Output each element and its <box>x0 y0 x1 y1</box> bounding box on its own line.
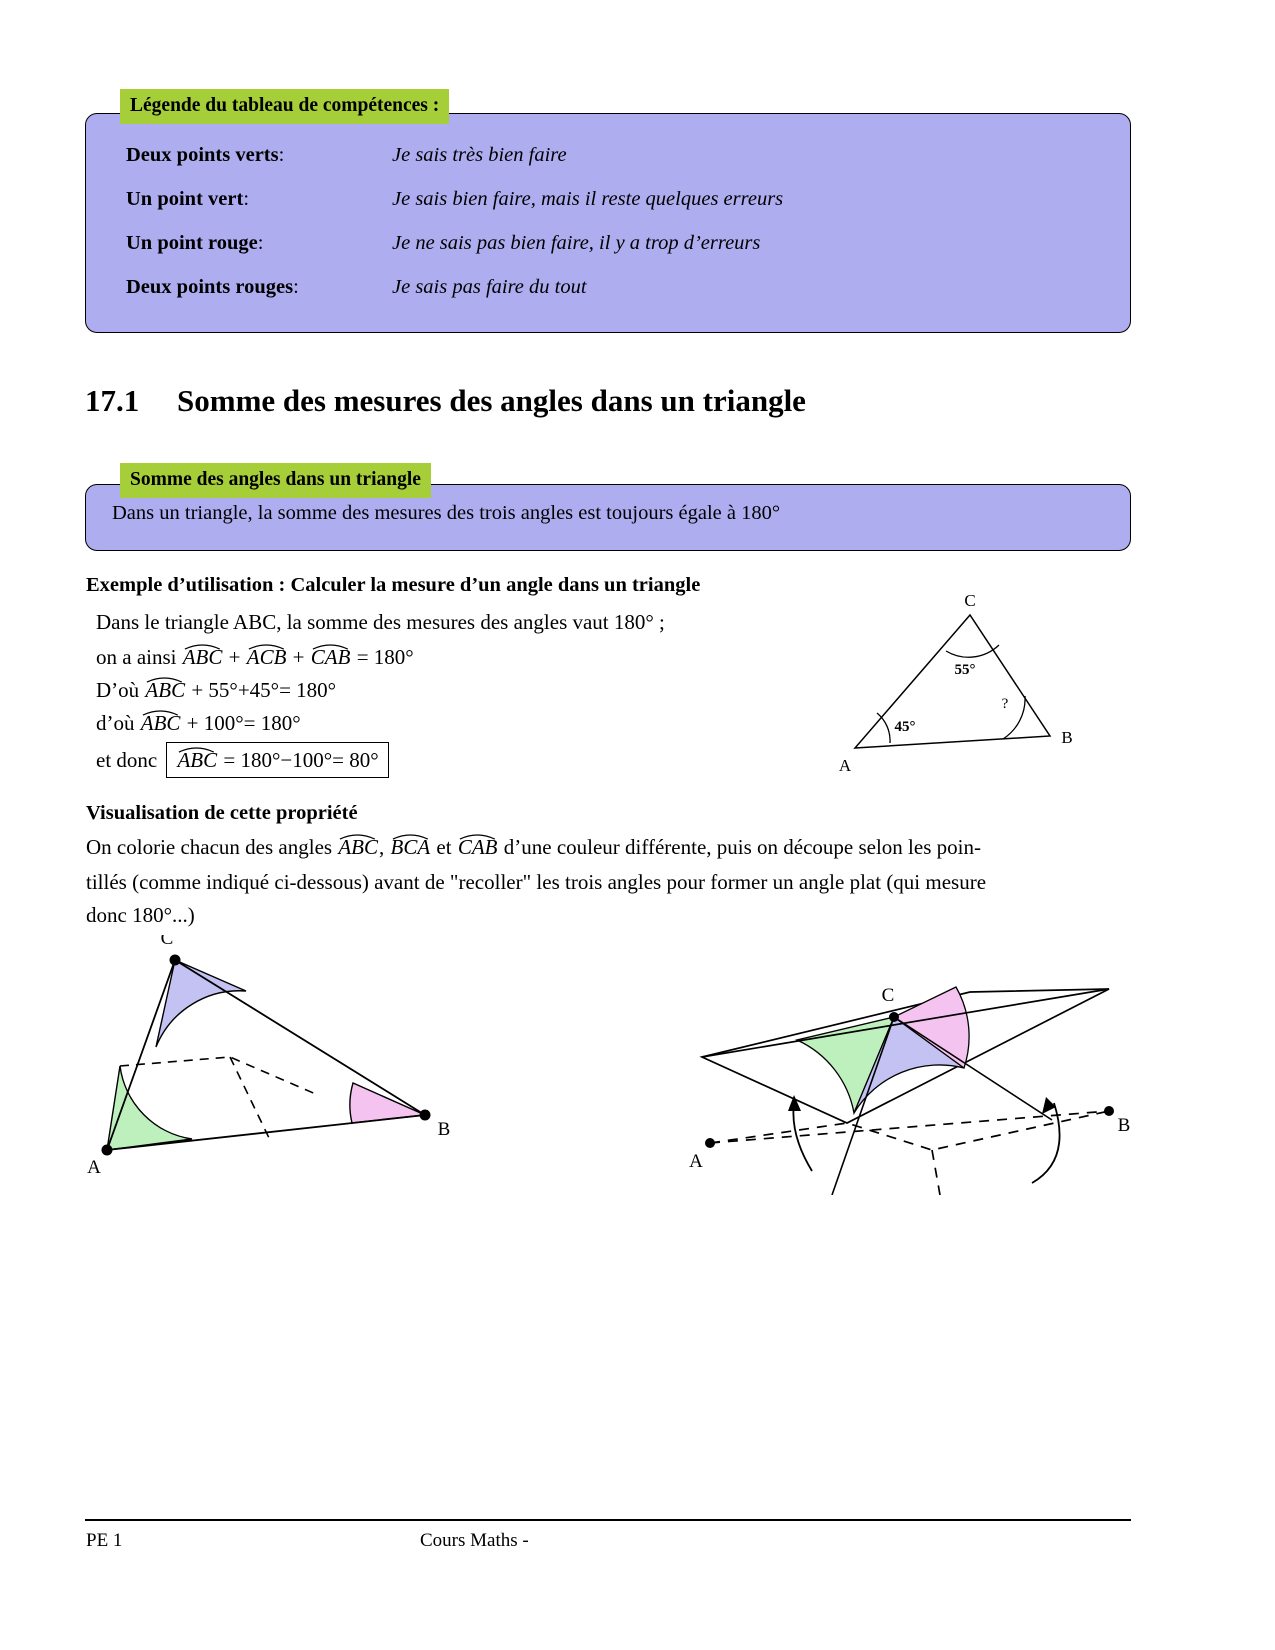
legend-separator: : <box>293 276 299 298</box>
arrowhead-right <box>1042 1097 1056 1114</box>
dashed-outline-upper <box>710 1111 1109 1150</box>
cut-line-lower <box>230 1057 270 1140</box>
visu-line1-prefix: On colorie chacun des angles <box>86 835 333 859</box>
cut-line-upper <box>120 1057 318 1095</box>
comma: , <box>379 835 385 859</box>
example-line3-prefix: D’où <box>96 678 140 702</box>
vertex-label-c: C <box>160 935 174 949</box>
angle-value-a: 45° <box>894 719 916 735</box>
angle-cab-notation <box>311 643 351 670</box>
legend-term: Deux points rouges <box>126 276 294 298</box>
angle-label: ABC <box>338 835 378 859</box>
legend-description: Je sais pas faire du tout <box>392 276 587 298</box>
angle-value-b: ? <box>1001 696 1009 712</box>
triangle-outline <box>107 960 425 1150</box>
angle-bca-notation <box>391 833 431 860</box>
visu-line1-suffix: d’une couleur différente, puis on découpe selon les poin- <box>503 835 981 859</box>
triangle-outline <box>855 615 1050 748</box>
vertex-dot-b <box>1104 1106 1114 1116</box>
legend-row <box>126 232 761 255</box>
angle-value-c: 55° <box>954 662 976 678</box>
vertex-label-b: B <box>437 1119 451 1140</box>
angle-label: BCA <box>390 835 431 859</box>
vertex-dot-b <box>420 1110 431 1121</box>
footer-center-text: Cours Maths - <box>420 1530 529 1551</box>
vertex-label-b: B <box>1061 728 1073 747</box>
example-line4-suffix: + 100°= 180° <box>186 711 301 735</box>
legend-row <box>126 188 784 211</box>
angle-label: ACB <box>246 645 287 669</box>
dashed-outline-base <box>710 1111 1109 1143</box>
footer-left-text: PE 1 <box>86 1530 123 1551</box>
angle-cab-notation <box>458 833 498 860</box>
legend-row <box>126 276 587 299</box>
vertex-label-a: A <box>87 1157 101 1178</box>
angle-acb-notation <box>247 643 287 670</box>
legend-separator: : <box>243 188 250 210</box>
angle-abc-notation <box>177 746 217 773</box>
legend-row <box>126 144 567 167</box>
legend-description: Je ne sais pas bien faire, il y a trop d’erreurs <box>392 232 761 254</box>
plus-sign: + <box>292 645 305 669</box>
vertex-dot-a <box>705 1138 715 1148</box>
example-line-5 <box>96 742 389 778</box>
example-line2-suffix: = 180° <box>356 645 414 669</box>
vertex-label-a: A <box>689 1151 703 1172</box>
vertex-label-a: A <box>838 756 852 775</box>
vertex-dot-a <box>102 1145 113 1156</box>
legend-separator: : <box>278 144 285 166</box>
section-number: 17.1 <box>85 383 140 418</box>
legend-term: Deux points verts <box>126 144 279 166</box>
theorem-text: Dans un triangle, la somme des mesures des trois angles est toujours égale à 180° <box>112 502 781 524</box>
legend-description: Je sais bien faire, mais il reste quelques erreurs <box>392 188 784 210</box>
example-line4-prefix: d’où <box>96 711 135 735</box>
angle-abc-notation <box>183 643 223 670</box>
example-triangle-figure <box>815 588 1095 793</box>
example-heading: Exemple d’utilisation : Calculer la mesure d’un angle dans un triangle <box>86 574 701 596</box>
angle-sector-a <box>107 1066 192 1150</box>
plus-sign: + <box>228 645 241 669</box>
legend-callout-box <box>85 113 1131 333</box>
vertex-dot-c <box>170 955 181 966</box>
example-line-2 <box>96 643 414 670</box>
visualisation-line-1 <box>86 833 981 860</box>
angle-label: CAB <box>457 835 498 859</box>
angle-label: ABC <box>145 678 186 702</box>
legend-title-tab: Légende du tableau de compétences : <box>120 89 449 124</box>
footer-divider <box>85 1519 1131 1521</box>
angle-abc-notation <box>141 709 181 736</box>
legend-term: Un point vert <box>126 188 244 210</box>
legend-term: Un point rouge <box>126 232 258 254</box>
visualisation-line-3: donc 180°...) <box>86 903 195 927</box>
example-line-4 <box>96 709 301 736</box>
result-value: = 180°−100°= 80° <box>223 748 379 772</box>
example-line2-prefix: on a ainsi <box>96 645 177 669</box>
angle-abc-notation <box>338 833 378 860</box>
result-box <box>166 742 388 778</box>
example-line-1: Dans le triangle ABC, la somme des mesures des angles vaut 180° ; <box>96 610 665 634</box>
visualisation-line-2: tillés (comme indiqué ci-dessous) avant de "recoller" les trois angles pour former un angle plat (qui mesure <box>86 870 987 894</box>
legend-separator: : <box>257 232 264 254</box>
section-title: Somme des mesures des angles dans un triangle <box>177 383 806 418</box>
legend-description: Je sais très bien faire <box>392 144 567 166</box>
angle-abc-notation <box>145 676 185 703</box>
coloured-triangle-figure <box>70 935 490 1200</box>
theorem-title-tab: Somme des angles dans un triangle <box>120 463 431 498</box>
vertex-label-b: B <box>1117 1115 1131 1136</box>
angle-label: ABC <box>177 748 218 772</box>
example-line5-prefix: et donc <box>96 748 158 772</box>
visualisation-heading: Visualisation de cette propriété <box>86 802 358 824</box>
conjunction: et <box>436 835 452 859</box>
reassembled-angles-figure <box>672 935 1142 1200</box>
example-line-3 <box>96 676 336 703</box>
angle-label: ABC <box>182 645 223 669</box>
example-line3-suffix: + 55°+45°= 180° <box>191 678 337 702</box>
vertex-label-c: C <box>964 591 976 610</box>
vertex-dot-c <box>889 1012 899 1022</box>
angle-label: CAB <box>310 645 351 669</box>
angle-arc-a <box>877 713 890 743</box>
dashed-outline-mid <box>932 1150 940 1195</box>
vertex-label-c: C <box>881 985 895 1006</box>
rotation-arrow-left <box>793 1103 812 1171</box>
angle-label: ABC <box>140 711 181 735</box>
page-title <box>85 383 806 419</box>
